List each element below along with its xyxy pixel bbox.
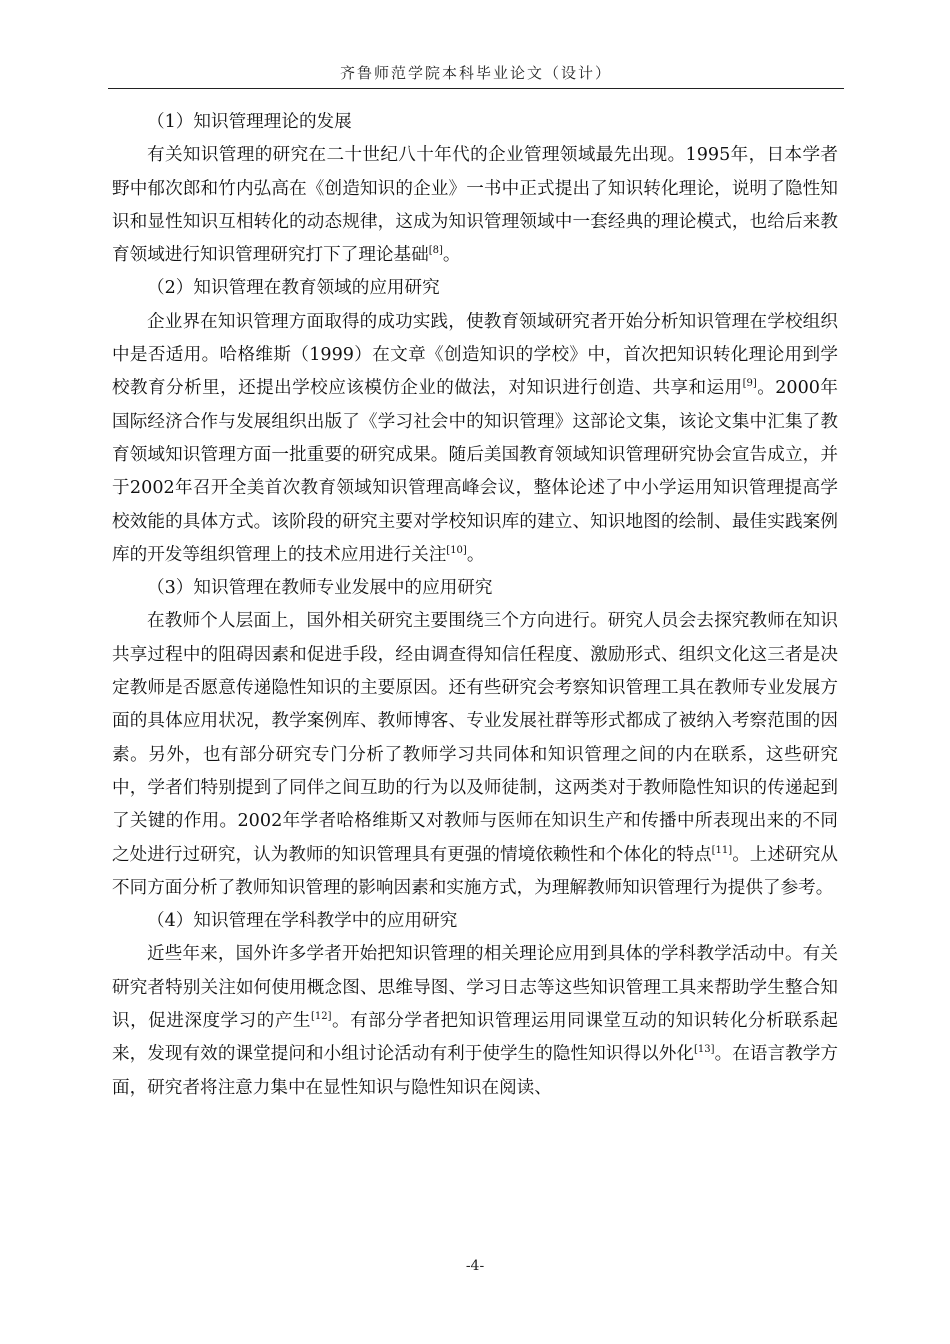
paragraph-3 (112, 605, 838, 905)
citation-10: [10] (446, 545, 467, 556)
document-body (112, 106, 838, 1105)
page-number: -4- (465, 1258, 485, 1274)
text-run: 。上述研究从不同方面分析了教师知识管理的影响因素和实施方式，为理解教师知识管理行为提供了参考。 (112, 844, 838, 898)
paragraph-1 (112, 139, 838, 272)
paragraph-2 (112, 306, 838, 572)
text-run: 。 (442, 245, 461, 266)
text-run: 。2000年国际经济合作与发展组织出版了《学习社会中的知识管理》这部论文集，该论文集中汇集了教育领域知识管理方面一批重要的研究成果。随后美国教育领域知识管理研究协会宣告成立，并于2002年召开全美首次教育领域知识管理高峰会议，整体论述了中小学运用知识管理提高学校效能的具体方式。该阶段的研究主要对学校知识库的建立、知识地图的绘制、最佳实践案例库的开发等组织管理上的技术应用进行关注 (112, 378, 838, 565)
running-header: 齐鲁师范学院本科毕业论文（设计） (339, 64, 612, 82)
section-heading-4: （4）知识管理在学科教学中的应用研究 (147, 911, 458, 932)
paragraph-4 (112, 938, 838, 1104)
text-run: 。 (466, 544, 485, 565)
citation-12: [12] (310, 1011, 332, 1023)
text-run: 有关知识管理的研究在二十世纪八十年代的企业管理领域最先出现。1995年，日本学者野中郁次郎和竹内弘高在《创造知识的企业》一书中正式提出了知识转化理论，说明了隐性知识和显性知识互相转化的动态规律，这成为知识管理领域中一套经典的理论模式，也给后来教育领域进行知识管理研究打下了理论基础 (112, 145, 838, 266)
text-run: 。在语言教学方面，研究者将注意力集中在显性知识与隐性知识在阅读、 (112, 1044, 838, 1098)
text-run: 企业界在知识管理方面取得的成功实践，使教育领域研究者开始分析知识管理在学校组织中是否适用。哈格维斯（1999）在文章《创造知识的学校》中，首次把知识转化理论用到学校教育分析里，还提出学校应该模仿企业的做法，对知识进行创造、共享和运用 (112, 311, 838, 399)
citation-11: [11] (711, 844, 733, 856)
section-heading-1: （1）知识管理理论的发展 (147, 112, 352, 132)
text-run: 在教师个人层面上，国外相关研究主要围绕三个方向进行。研究人员会去探究教师在知识共享过程中的阻碍因素和促进手段，经由调查得知信任程度、激励形式、组织文化这三者是决定教师是否愿意传递隐性知识的主要原因。还有些研究会考察知识管理工具在教师专业发展方面的具体应用状况，教学案例库、教师博客、专业发展社群等形式都成了被纳入考察范围的因素。另外，也有部分研究专门分析了教师学习共同体和知识管理之间的内在联系，这些研究中，学者们特别提到了同伴之间互助的行为以及师徒制，这两类对于教师隐性知识的传递起到了关键的作用。2002年学者哈格维斯又对教师与医师在知识生产和传播中所表现出来的不同之处进行过研究，认为教师的知识管理具有更强的情境依赖性和个体化的特点 (112, 611, 838, 865)
section-heading-3: （3）知识管理在教师专业发展中的应用研究 (147, 578, 493, 599)
citation-8: [8] (428, 245, 443, 257)
header-rule (108, 88, 844, 89)
text-run: 近些年来，国外许多学者开始把知识管理的相关理论应用到具体的学科教学活动中。有关研究者特别关注如何使用概念图、思维导图、学习日志等这些知识管理工具来帮助学生整合知识，促进深度学习的产生 (112, 944, 838, 1032)
citation-13: [13] (694, 1044, 715, 1056)
section-heading-2: （2）知识管理在教育领域的应用研究 (147, 278, 440, 299)
text-run: 。有部分学者把知识管理运用同课堂互动的知识转化分析联系起来，发现有效的课堂提问和小组讨论活动有利于使学生的隐性知识得以外化 (112, 1011, 838, 1065)
citation-9: [9] (742, 378, 757, 390)
